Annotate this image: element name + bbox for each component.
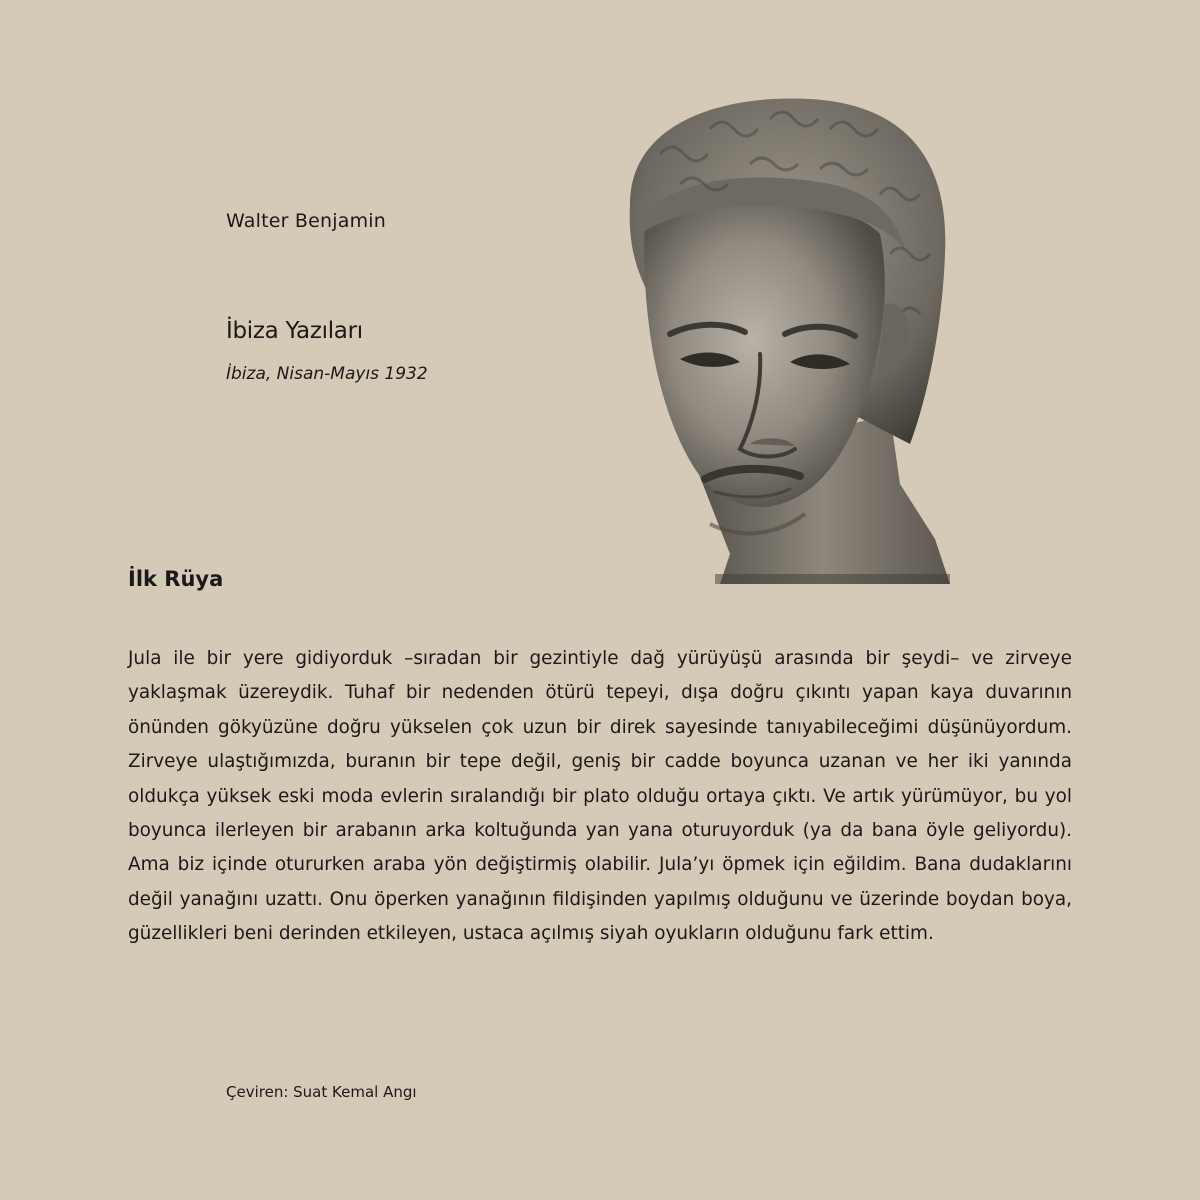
page-subtitle: İbiza, Nisan-Mayıs 1932 bbox=[226, 364, 428, 384]
translator-credit: Çeviren: Suat Kemal Angı bbox=[226, 1083, 417, 1101]
page-title: İbiza Yazıları bbox=[226, 318, 363, 344]
section-heading: İlk Rüya bbox=[128, 567, 224, 591]
author-name: Walter Benjamin bbox=[226, 210, 387, 232]
body-paragraph: Jula ile bir yere gidiyorduk –sıradan bir gezintiyle dağ yürüyüşü arasında bir şeydi– ve zirveye yaklaşmak üzereydik. Tuhaf bir nedenden ötürü tepeyi, dışa doğru çıkıntı yapan kaya duvarının önünden gökyüzüne doğru yükselen çok uzun bir direk sayesinde tanıyabileceğimi düşünüyordum. Zirveye ulaştığımızda, buranın bir tepe değil, geniş bir cadde boyunca uzanan ve her iki yanında oldukça yüksek eski moda evlerin sıralandığı bir plato olduğu ortaya çıktı. Ve artık yürümüyor, bu yol boyunca ilerleyen bir arabanın arka koltuğunda yan yana oturuyorduk (ya da bana öyle geliyordu). Ama biz içinde otururken araba yön değiştirmiş olabilir. Jula’yı öpmek için eğildim. Bana dudaklarını değil yanağını uzattı. Onu öperken yanağının fildişinden yapılmış olduğunu ve üzerinde boydan boya, güzellikleri beni derinden etkileyen, ustaca açılmış siyah oyukların olduğunu fark ettim. bbox=[128, 648, 1072, 945]
bust-sculpture-icon bbox=[600, 84, 960, 594]
